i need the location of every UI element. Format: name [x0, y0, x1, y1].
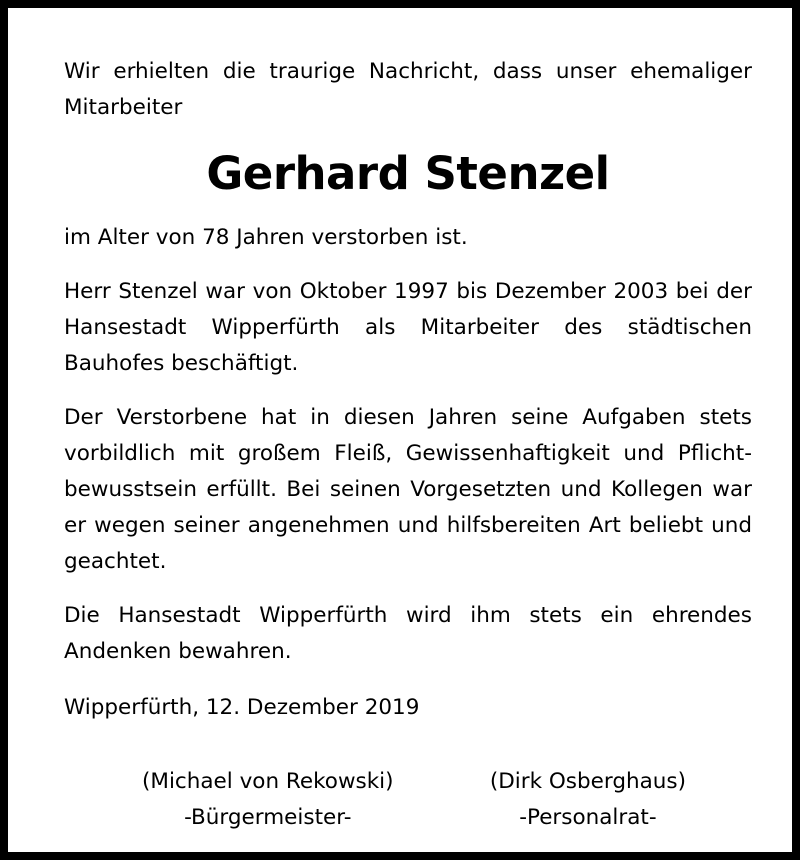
signature-role: -Personalrat- [519, 805, 657, 830]
deceased-name: Gerhard Stenzel [206, 147, 610, 200]
intro-text: Wir erhielten die traurige Nachricht, dass unser ehemaliger Mitarbeiter [64, 59, 752, 120]
tribute-paragraph: Der Verstorbene hat in diesen Jahren seine Aufgaben stets vorbildlich mit großem Fleiß, Gewissenhaftigkeit und Pflichtbewusstsein erfüllt. Bei seinen Vorgesetzten und Kollegen war er wegen seiner angenehmen und hilfsbereiten Art beliebt und geachtet. [64, 405, 752, 574]
signature-mayor [142, 764, 394, 836]
employment-paragraph: Herr Stenzel war von Oktober 1997 bis Dezember 2003 bei der Hansestadt Wipperfürth als Mitarbeiter des städtischen Bauhofes beschäftigt. [64, 279, 752, 376]
signature-block [64, 764, 752, 836]
signature-name: (Dirk Osberghaus) [489, 769, 686, 794]
age-text: im Alter von 78 Jahren verstorben ist. [64, 225, 468, 250]
signature-role: -Bürgermeister- [184, 805, 352, 830]
place-date: Wipperfürth, 12. Dezember 2019 [64, 695, 420, 720]
signature-staff-council [490, 764, 686, 836]
remembrance-paragraph: Die Hansestadt Wipperfürth wird ihm stets ein ehrendes Andenken bewahren. [64, 603, 752, 664]
notice-body [64, 54, 752, 836]
signature-name: (Michael von Rekowski) [142, 769, 394, 794]
